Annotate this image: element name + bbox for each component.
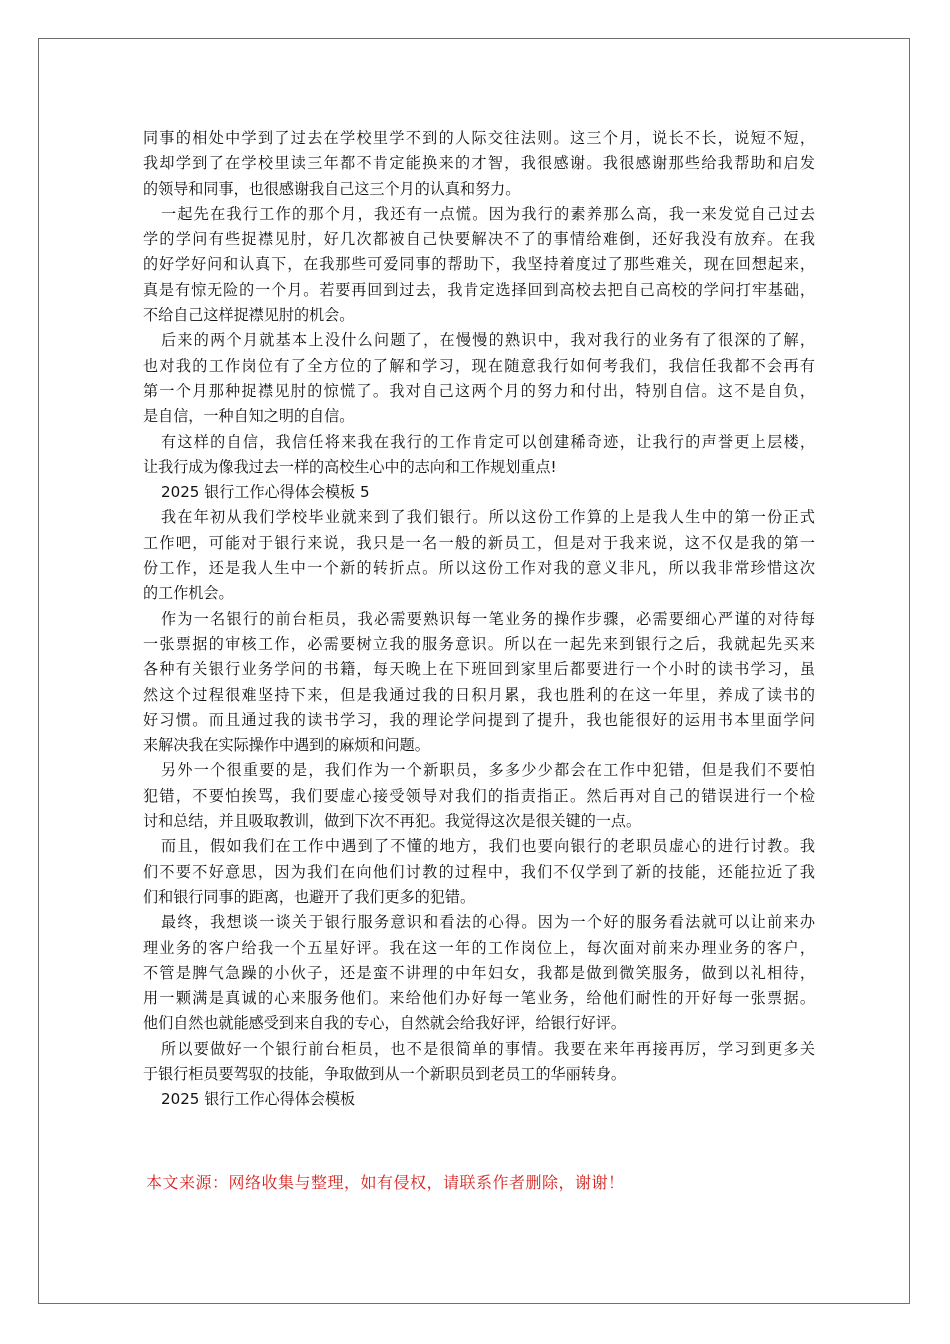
text-line: 的领导和同事，也很感谢我自己这三个月的认真和努力。 bbox=[143, 179, 521, 198]
text-line: 来解决我在实际操作中遇到的麻烦和问题。 bbox=[143, 736, 430, 755]
text-line: 让我行成为像我过去一样的高校生心中的志向和工作规划重点! bbox=[143, 457, 557, 476]
text-line: 份工作，还是我人生中一个新的转折点。所以这份工作对我的意义非凡，所以我非常珍惜这次 bbox=[143, 559, 815, 578]
text-line: 所以要做好一个银行前台柜员，也不是很简单的事情。我要在来年再接再厉，学习到更多关 bbox=[161, 1039, 815, 1058]
text-line: 真是有惊无险的一个月。若要再回到过去，我肯定选择回到高校去把自己高校的学问打牢基础， bbox=[143, 280, 815, 299]
text-line: 的好学好问和认真下，在我那些可爱同事的帮助下，我坚持着度过了那些难关，现在回想起来， bbox=[143, 255, 815, 274]
text-line: 另外一个很重要的是，我们作为一个新职员，多多少少都会在工作中犯错，但是我们不要怕 bbox=[161, 761, 815, 780]
text-line: 各种有关银行业务学问的书籍，每天晚上在下班回到家里后都要进行一个小时的读书学习，虽 bbox=[143, 660, 815, 679]
text-line: 不管是脾气急躁的小伙子，还是蛮不讲理的中年妇女，我都是做到微笑服务，做到以礼相待， bbox=[143, 963, 815, 982]
text-line: 讨和总结，并且吸取教训，做到下次不再犯。我觉得这次是很关键的一点。 bbox=[143, 812, 642, 831]
text-line: 他们自然也就能感受到来自我的专心，自然就会给我好评，给银行好评。 bbox=[143, 1014, 627, 1033]
text-line: 一起先在我行工作的那个月，我还有一点慌。因为我行的素养那么高，我一来发觉自己过去 bbox=[161, 204, 815, 223]
text-line: 犯错，不要怕挨骂，我们要虚心接受领导对我们的指责指正。然后再对自己的错误进行一个检 bbox=[143, 786, 815, 805]
text-line: 然这个过程很难坚持下来，但是我通过我的日积月累，我也胜利的在这一年里，养成了读书的 bbox=[143, 685, 815, 704]
text-line: 最终，我想谈一谈关于银行服务意识和看法的心得。因为一个好的服务看法就可以让前来办 bbox=[161, 913, 815, 932]
text-line: 2025 银行工作心得体会模板 bbox=[161, 1090, 356, 1109]
text-line: 的工作机会。 bbox=[143, 584, 234, 603]
text-line: 我在年初从我们学校毕业就来到了我们银行。所以这份工作算的上是我人生中的第一份正式 bbox=[161, 508, 815, 527]
text-line: 工作吧，可能对于银行来说，我只是一名一般的新员工，但是对于我来说，这不仅是我的第一 bbox=[143, 533, 815, 552]
source-note: 本文来源：网络收集与整理，如有侵权，请联系作者删除，谢谢！ bbox=[146, 1173, 625, 1192]
text-line: 是自信，一种自知之明的自信。 bbox=[143, 407, 355, 426]
text-line: 第一个月那种捉襟见肘的惊慌了。我对自己这两个月的努力和付出，特别自信。这不是自负， bbox=[143, 381, 815, 400]
text-line: 也对我的工作岗位有了全方位的了解和学习，现在随意我行如何考我们，我信任我都不会再有 bbox=[143, 356, 815, 375]
text-line: 作为一名银行的前台柜员，我必需要熟识每一笔业务的操作步骤，必需要细心严谨的对待每 bbox=[161, 609, 815, 628]
text-line: 后来的两个月就基本上没什么问题了，在慢慢的熟识中，我对我行的业务有了很深的了解， bbox=[161, 331, 815, 350]
document-body bbox=[143, 126, 815, 1113]
text-line: 好习惯。而且通过我的读书学习，我的理论学问提到了提升，我也能很好的运用书本里面学问 bbox=[143, 710, 815, 729]
text-line: 有这样的自信，我信任将来我在我行的工作肯定可以创建稀奇迹，让我行的声誉更上层楼， bbox=[161, 432, 815, 451]
text-line: 同事的相处中学到了过去在学校里学不到的人际交往法则。这三个月，说长不长，说短不短， bbox=[143, 129, 815, 147]
text-line: 一张票据的审核工作，必需要树立我的服务意识。所以在一起先来到银行之后，我就起先买来 bbox=[143, 634, 815, 653]
text-line: 学的学问有些捉襟见肘，好几次都被自己快要解决不了的事情给难倒，还好我没有放弃。在我 bbox=[143, 230, 815, 249]
text-line: 们和银行同事的距离，也避开了我们更多的犯错。 bbox=[143, 887, 476, 906]
text-line: 用一颗满是真诚的心来服务他们。来给他们办好每一笔业务，给他们耐性的开好每一张票据。 bbox=[143, 989, 815, 1008]
text-line: 2025 银行工作心得体会模板 5 bbox=[161, 483, 370, 502]
text-line: 们不要不好意思，因为我们在向他们讨教的过程中，我们不仅学到了新的技能，还能拉近了我 bbox=[143, 862, 815, 881]
text-line: 而且，假如我们在工作中遇到了不懂的地方，我们也要向银行的老职员虚心的进行讨教。我 bbox=[161, 837, 815, 856]
text-line: 我却学到了在学校里读三年都不肯定能换来的才智，我很感谢。我很感谢那些给我帮助和启发 bbox=[143, 154, 815, 173]
text-line: 不给自己这样捉襟见肘的机会。 bbox=[143, 306, 355, 325]
text-line: 于银行柜员要驾驭的技能，争取做到从一个新职员到老员工的华丽转身。 bbox=[143, 1064, 627, 1083]
text-line: 理业务的客户给我一个五星好评。我在这一年的工作岗位上，每次面对前来办理业务的客户， bbox=[143, 938, 815, 957]
